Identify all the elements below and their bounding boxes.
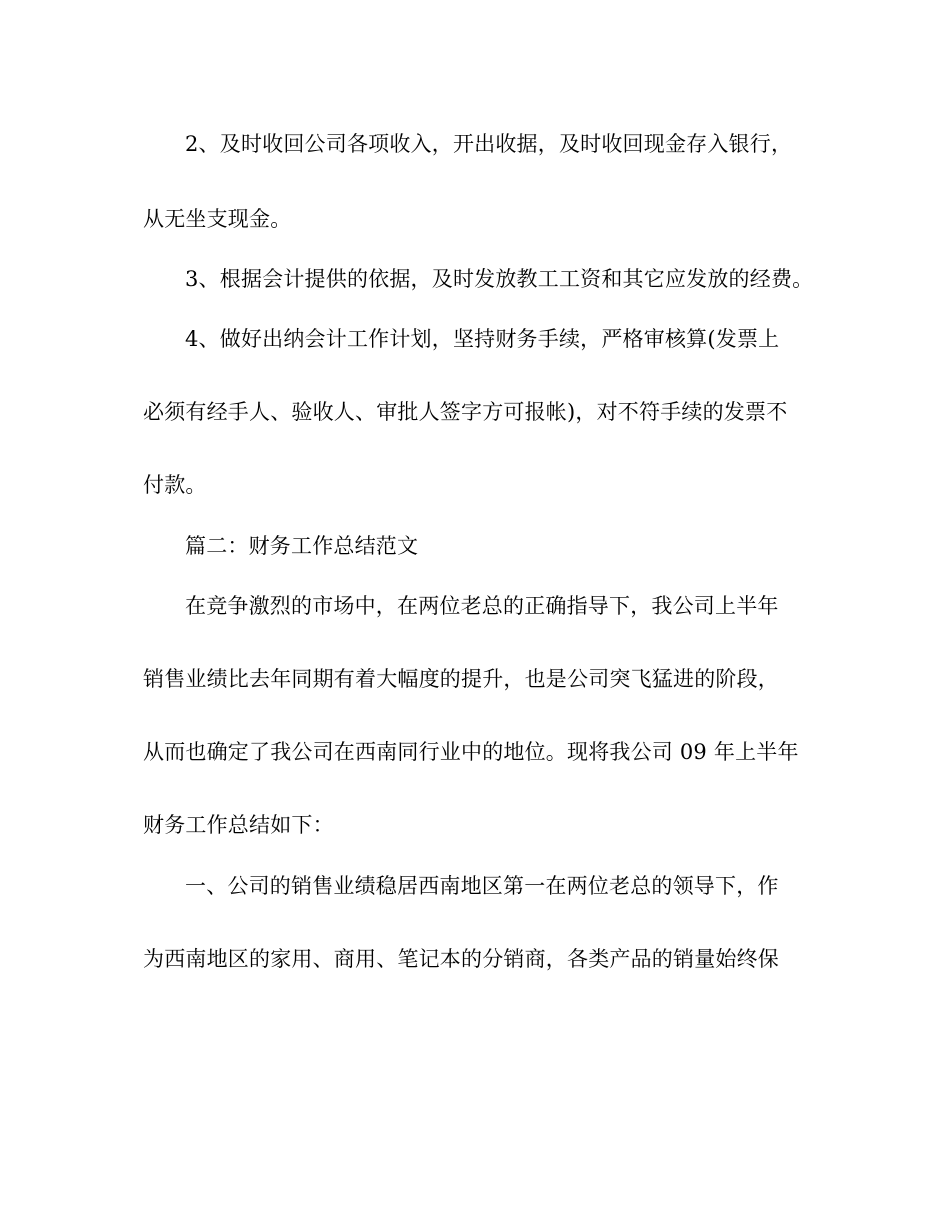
intro-paragraph-line-3: 从而也确定了我公司在西南同行业中的地位。现将我公司 09 年上半年	[143, 740, 799, 764]
section-one-line-2: 为西南地区的家用、商用、笔记本的分销商，各类产品的销量始终保	[143, 947, 779, 971]
paragraph-item-4-line-2: 必须有经手人、验收人、审批人签字方可报帐)，对不符手续的发票不	[143, 400, 788, 424]
intro-paragraph-line-2: 销售业绩比去年同期有着大幅度的提升，也是公司突飞猛进的阶段，	[143, 667, 779, 691]
section-heading: 篇二：财务工作总结范文	[185, 534, 419, 558]
intro-paragraph-line-4: 财务工作总结如下：	[143, 813, 334, 837]
paragraph-item-2-line-2: 从无坐支现金。	[143, 207, 292, 231]
paragraph-item-2-line-1: 2、及时收回公司各项收入，开出收据，及时收回现金存入银行，	[185, 132, 793, 156]
intro-paragraph-line-1: 在竞争激烈的市场中，在两位老总的正确指导下，我公司上半年	[185, 594, 779, 618]
section-one-line-1: 一、公司的销售业绩稳居西南地区第一在两位老总的领导下，作	[185, 874, 779, 898]
paragraph-item-4-line-1: 4、做好出纳会计工作计划，坚持财务手续，严格审核算(发票上	[185, 327, 780, 351]
paragraph-item-3: 3、根据会计提供的依据，及时发放教工工资和其它应发放的经费。	[185, 267, 814, 291]
paragraph-item-4-line-3: 付款。	[143, 473, 207, 497]
